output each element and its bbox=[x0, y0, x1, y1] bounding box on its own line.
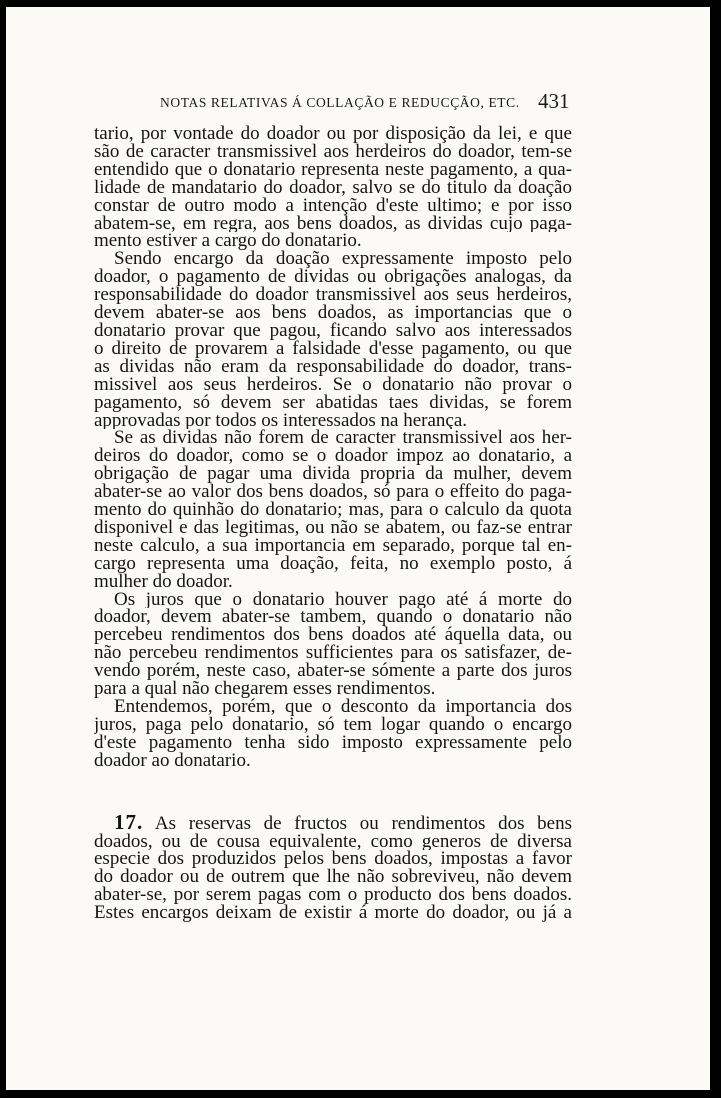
text-line: Estes encargos deixam de existir á morte do doador, ou já a bbox=[94, 904, 572, 923]
text-line: donatario provar que pagou, ficando salvo aos interessados bbox=[94, 321, 572, 340]
text-line: lidade de mandatario do doador, salvo se do titulo da doação bbox=[94, 178, 572, 197]
paragraph bbox=[94, 429, 572, 590]
text-line: doados, ou de cousa equivalente, como generos de diversa bbox=[94, 832, 572, 851]
paragraph bbox=[94, 125, 572, 250]
text-line: responsabilidade do doador transmissivel aos seus herdeiros, bbox=[94, 286, 572, 305]
section-first-line bbox=[94, 814, 572, 833]
section-spacer bbox=[94, 770, 572, 814]
text-line: doador, devem abater-se tambem, quando o donatario não bbox=[94, 608, 572, 627]
text-line: entendido que o donatario representa neste pagamento, a qua- bbox=[94, 160, 572, 179]
text-line: Se as dividas não forem de caracter transmissivel aos her- bbox=[114, 429, 572, 448]
text-line: mento do quinhão do donatario; mas, para o calculo da quota bbox=[94, 501, 572, 519]
text-line: deiros do doador, como se o doador impoz ao donatario, a bbox=[94, 447, 572, 466]
text-line: pagamento, só devem ser abatidas taes dividas, se forem bbox=[94, 393, 572, 412]
running-head: NOTAS RELATIVAS Á COLLAÇÃO E REDUCÇÃO, ETC. bbox=[160, 95, 520, 110]
book-page bbox=[6, 7, 710, 1090]
text-line: mulher do doador. bbox=[94, 572, 233, 591]
text-line: neste calculo, a sua importancia em separado, porque tal en- bbox=[94, 536, 572, 555]
text-line: constar de outro modo a intenção d'este ultimo; e por isso bbox=[94, 196, 572, 215]
text-line: não percebeu rendimentos sufficientes para os satisfazer, de- bbox=[94, 644, 572, 663]
paragraph bbox=[94, 591, 572, 698]
paragraph bbox=[94, 698, 572, 770]
text-line: As reservas de fructos ou rendimentos dos bens bbox=[154, 813, 572, 833]
body-text bbox=[94, 125, 572, 922]
section-number: 17. bbox=[114, 813, 144, 833]
text-line: doador, o pagamento de dividas ou obrigações analogas, da bbox=[94, 268, 572, 287]
text-line: mento estiver a cargo do donatario. bbox=[94, 232, 362, 251]
text-line: vendo porém, neste caso, abater-se sómente a parte dos juros bbox=[94, 662, 572, 681]
text-line: cargo representa uma doação, feita, no exemplo posto, á bbox=[94, 554, 572, 573]
text-line: disponivel e das legitimas, ou não se abatem, ou faz-se entrar bbox=[94, 518, 572, 537]
text-line: especie dos produzidos pelos bens doados, impostas a favor bbox=[94, 850, 572, 869]
page-number: 431 bbox=[538, 89, 570, 113]
text-line: tario, por vontade do doador ou por disposição da lei, e que bbox=[94, 125, 572, 143]
text-line: doador ao donatario. bbox=[94, 751, 251, 770]
text-line: Sendo encargo da doação expressamente imposto pelo bbox=[114, 250, 572, 269]
text-line: Entendemos, porém, que o desconto da importancia dos bbox=[114, 698, 572, 716]
text-line: do doador ou de outrem que lhe não sobreviveu, não devem bbox=[94, 868, 572, 887]
text-line: abater-se ao valor dos bens doados, só para o effeito do paga- bbox=[94, 483, 572, 502]
text-line: missivel aos seus herdeiros. Se o donatario não provar o bbox=[94, 375, 572, 394]
text-line: d'este pagamento tenha sido imposto expressamente pelo bbox=[94, 733, 572, 752]
text-line: obrigação de pagar uma divida propria da mulher, devem bbox=[94, 465, 572, 484]
text-line: são de caracter transmissivel aos herdeiros do doador, tem-se bbox=[94, 142, 572, 161]
page-header bbox=[6, 89, 710, 117]
section-17 bbox=[94, 814, 572, 922]
text-line: para a qual não chegarem esses rendimentos. bbox=[94, 680, 436, 698]
text-line: abater-se, por serem pagas com o producto dos bens doados. bbox=[94, 886, 572, 905]
text-line: juros, paga pelo donatario, só tem logar quando o encargo bbox=[94, 715, 572, 734]
text-line: percebeu rendimentos dos bens doados até áquella data, ou bbox=[94, 626, 572, 645]
text-line: abatem-se, em regra, aos bens doados, as dividas cujo paga- bbox=[94, 214, 572, 233]
text-line: Os juros que o donatario houver pago até á morte do bbox=[114, 590, 572, 609]
text-line: approvadas por todos os interessados na herança. bbox=[94, 411, 468, 430]
text-line: o direito de provarem a falsidade d'esse pagamento, ou que bbox=[94, 339, 572, 358]
text-line: devem abater-se aos bens doados, as importancias que o bbox=[94, 304, 572, 322]
text-line: as dividas não eram da responsabilidade do doador, trans- bbox=[94, 357, 572, 376]
paragraph bbox=[94, 250, 572, 429]
